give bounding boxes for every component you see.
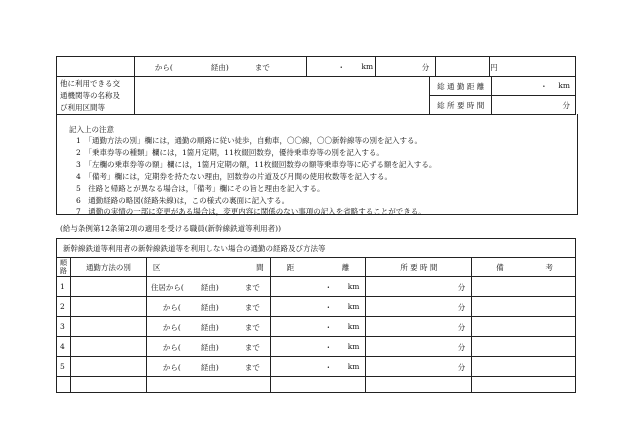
header-section: 区 間 — [146, 258, 270, 277]
section-cell[interactable] — [134, 57, 306, 77]
time-input[interactable]: 分 — [366, 277, 472, 297]
time-input[interactable]: 分 — [366, 337, 472, 357]
method-input[interactable] — [70, 277, 146, 297]
method-input[interactable] — [70, 337, 146, 357]
header-order: 順路 — [57, 258, 71, 277]
time-input[interactable]: 分 — [366, 297, 472, 317]
row-number: 1 — [57, 277, 71, 297]
yen-unit: 円 — [490, 63, 498, 72]
distance-input[interactable] — [270, 377, 366, 393]
to-label: まで — [254, 63, 270, 72]
total-distance-value[interactable] — [492, 77, 576, 96]
note-item: 1 「通勤方法の別」欄には，通勤の順路に従い徒歩，自動車，〇〇線，〇〇新幹線等の別を記入する。 — [76, 136, 423, 145]
section-input[interactable]: 住居から( 経由) まで — [146, 277, 270, 297]
method-input[interactable] — [70, 357, 146, 377]
note-item: 7 通勤の実情の一部に変更がある場合は，変更内容に関係のない事項の記入を省略することができる。 — [76, 207, 426, 216]
total-time-value[interactable] — [492, 96, 576, 115]
time-cell[interactable] — [376, 57, 436, 77]
method-input[interactable] — [70, 317, 146, 337]
other-transport-table — [56, 76, 576, 115]
decimal-dot: ・ — [337, 63, 345, 72]
ticket-type-cell[interactable] — [436, 57, 490, 77]
table-row — [57, 277, 576, 297]
notes-box — [56, 114, 578, 215]
row-number — [57, 377, 71, 393]
distance-input[interactable]: ・ km — [270, 337, 366, 357]
non-shinkansen-route-table — [56, 238, 576, 393]
row-number: 3 — [57, 317, 71, 337]
time-input[interactable] — [366, 377, 472, 393]
table-row — [57, 297, 576, 317]
route-row-last — [57, 57, 576, 77]
table-title: 新幹線鉄道等利用者の新幹線鉄道等を利用しない場合の通勤の経路及び方法等 — [57, 239, 576, 258]
notes-heading: 記入上の注意 — [69, 125, 114, 134]
note-item: 6 通勤経路の略図(経路朱線)は，この様式の裏面に記入する。 — [76, 196, 290, 205]
minute-unit: 分 — [562, 101, 570, 110]
note-item: 3 「左欄の乗車券等の額」欄には，1箇月定期の額，11枚綴回数券の額等乗車券等に応ずる額を記入する。 — [76, 160, 437, 169]
total-distance-label: 総 通 勤 距 離 — [430, 77, 492, 96]
distance-cell[interactable] — [306, 57, 376, 77]
distance-input[interactable]: ・ km — [270, 317, 366, 337]
note-item: 5 往路と帰路とが異なる場合は，「備考」欄にその旨と理由を記入する。 — [76, 184, 325, 193]
section-input[interactable]: から( 経由) まで — [146, 317, 270, 337]
method-input[interactable] — [70, 377, 146, 393]
table-row — [57, 317, 576, 337]
from-label: から( — [154, 63, 173, 72]
table-header-row — [57, 258, 576, 277]
km-unit: km — [361, 62, 374, 71]
row-number: 4 — [57, 337, 71, 357]
method-cell[interactable] — [57, 57, 135, 77]
section-input[interactable]: から( 経由) まで — [146, 357, 270, 377]
distance-input[interactable]: ・ km — [270, 277, 366, 297]
decimal-dot: ・ — [540, 82, 548, 91]
header-remarks: 備 考 — [472, 258, 576, 277]
section-input[interactable]: から( 経由) まで — [146, 337, 270, 357]
remarks-input[interactable] — [472, 317, 576, 337]
other-transport-label: 他に利用できる交 通機関等の名称及 び利用区間等 — [57, 77, 135, 115]
method-input[interactable] — [70, 297, 146, 317]
table-row-partial — [57, 377, 576, 393]
note-item: 2 「乗車券等の種類」欄には，1箇月定期，11枚綴回数券，優待乗車券等の別を記入する。 — [76, 148, 384, 157]
table-row — [57, 337, 576, 357]
distance-input[interactable]: ・ km — [270, 297, 366, 317]
total-time-label: 総 所 要 時 間 — [430, 96, 492, 115]
remarks-input[interactable] — [472, 277, 576, 297]
header-distance: 距 離 — [270, 258, 366, 277]
other-transport-input[interactable] — [134, 77, 429, 115]
note-item: 4 「備考」欄には，定期券を持たない理由，回数券の片道及び月間の使用枚数等を記入する。 — [76, 172, 393, 181]
km-unit: km — [558, 81, 570, 90]
section-input[interactable] — [146, 377, 270, 393]
via-label: 経由) — [210, 63, 229, 72]
header-time: 所 要 時 間 — [366, 258, 472, 277]
section-input[interactable]: から( 経由) まで — [146, 297, 270, 317]
table-row — [57, 357, 576, 377]
remarks-input[interactable] — [472, 297, 576, 317]
remarks-input[interactable] — [472, 377, 576, 393]
distance-input[interactable]: ・ km — [270, 357, 366, 377]
remarks-input[interactable] — [472, 357, 576, 377]
time-input[interactable]: 分 — [366, 317, 472, 337]
row-number: 2 — [57, 297, 71, 317]
minute-unit: 分 — [421, 63, 430, 72]
commute-route-table-upper — [56, 56, 576, 77]
time-input[interactable]: 分 — [366, 357, 472, 377]
remarks-input[interactable] — [472, 337, 576, 357]
section-caption: (給与条例第12条第2項の適用を受ける職員(新幹線鉄道等利用者)) — [60, 224, 282, 233]
header-method: 通勤方法の別 — [70, 258, 146, 277]
row-number: 5 — [57, 357, 71, 377]
fare-cell[interactable] — [490, 57, 576, 77]
